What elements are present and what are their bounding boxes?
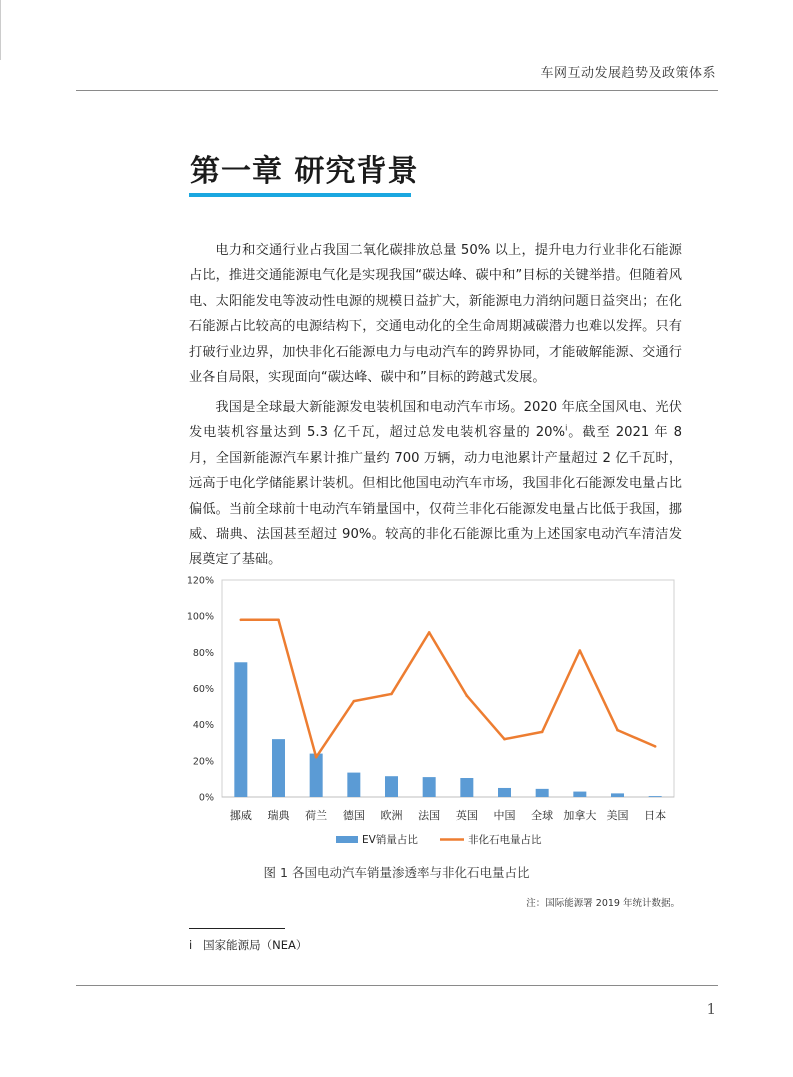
bar: [611, 793, 624, 797]
paragraph-2-text-before: 我国是全球最大新能源发电装机国和电动汽车市场。2020 年底全国风电、光伏发电装机容量达到 5.3 亿千瓦，超过总发电装机容量的 20%: [189, 400, 682, 441]
bar: [573, 792, 586, 797]
x-tick-label: 英国: [455, 809, 478, 822]
footnote-mark: i: [189, 938, 193, 952]
footnote-reference[interactable]: i: [565, 424, 568, 434]
chart-bars: [234, 662, 661, 797]
x-tick-label: 日本: [644, 809, 667, 822]
line-point: [315, 756, 318, 759]
line-point: [541, 731, 544, 734]
paragraph-2-text: [189, 395, 682, 573]
line-point: [503, 738, 506, 741]
bar: [536, 789, 549, 797]
paragraph-1: [189, 238, 682, 390]
footnote: [189, 937, 307, 953]
paragraph-2: [189, 395, 682, 573]
x-tick-label: 法国: [418, 809, 441, 822]
line-point: [616, 729, 619, 732]
y-tick-label: 20%: [192, 756, 214, 768]
footnote-text: 国家能源局（NEA）: [203, 938, 308, 952]
line-point: [579, 649, 582, 652]
y-tick-label: 60%: [192, 684, 214, 695]
x-tick-label: 加拿大: [563, 809, 597, 822]
line-point: [277, 618, 280, 621]
line-point: [240, 618, 243, 621]
bar: [234, 662, 247, 797]
x-tick-label: 美国: [606, 809, 629, 822]
line-point: [428, 631, 431, 634]
line-point: [390, 693, 393, 696]
running-header: 车网互动发展趋势及政策体系: [540, 66, 716, 81]
figure-note: 注：国际能源署 2019 年统计数据。: [526, 898, 680, 909]
x-tick-label: 荷兰: [305, 809, 328, 822]
bar: [649, 796, 662, 797]
line-point: [353, 700, 356, 703]
y-tick-label: 120%: [186, 575, 214, 587]
footnote-rule: [189, 928, 285, 929]
y-tick-label: 100%: [186, 611, 214, 623]
chart-line: [240, 618, 657, 758]
y-tick-label: 0%: [198, 792, 214, 804]
bar: [423, 777, 436, 797]
left-edge-rule: [0, 0, 1, 60]
y-tick-label: 40%: [192, 720, 214, 732]
legend-label-line: 非化石电量占比: [468, 834, 542, 846]
x-tick-label: 德国: [342, 809, 365, 822]
chart-grid: [222, 580, 674, 797]
chapter-underline: [189, 193, 411, 197]
x-tick-label: 中国: [493, 809, 516, 822]
page-number: 1: [706, 1000, 716, 1018]
figure-caption: 图 1 各国电动汽车销量渗透率与非化石电量占比: [263, 865, 530, 880]
y-tick-label: 80%: [192, 647, 214, 659]
bar: [272, 739, 285, 797]
footer-rule: [76, 985, 718, 986]
x-tick-label: 瑞典: [267, 809, 290, 822]
x-tick-label: 挪威: [229, 809, 252, 822]
bar: [310, 754, 323, 797]
paragraph-2-text-after: 。截至 2021 年 8 月，全国新能源汽车累计推广量约 700 万辆，动力电池累计产量超过 2 亿千瓦时，远高于电化学储能累计装机。但相比他国电动汽车市场，我国非化石能源发电量占比偏低。当前全球前十电动汽车销量国中，仅荷兰非化石能源发电量占比低于我国，挪威、瑞典、法国甚至超过 90%。较高的非化石能源比重为上述国家电动汽车清洁发展奠定了基础。: [189, 425, 682, 568]
bar: [460, 778, 473, 797]
x-tick-label: 欧洲: [380, 809, 403, 822]
legend-swatch-bar: [336, 836, 358, 843]
chart-legend: [336, 833, 542, 846]
x-tick-label: 全球: [531, 809, 554, 822]
bar: [347, 773, 360, 797]
bar: [385, 776, 398, 797]
line-point: [466, 694, 469, 697]
ev-share-chart: [184, 570, 704, 855]
chapter-title: 第一章 研究背景: [190, 154, 419, 189]
paragraph-1-text: 电力和交通行业占我国二氧化碳排放总量 50% 以上，提升电力行业非化石能源占比，推进交通能源电气化是实现我国“碳达峰、碳中和”目标的关键举措。但随着风电、太阳能发电等波动性电源的规模日益扩大，新能源电力消纳问题日益突出；在化石能源占比较高的电源结构下，交通电动化的全生命周期减碳潜力也难以发挥。只有打破行业边界，加快非化石能源电力与电动汽车的跨界协同，才能破解能源、交通行业各自局限，实现面向“碳达峰、碳中和”目标的跨越式发展。: [189, 243, 682, 386]
legend-label-bar: EV销量占比: [362, 834, 418, 846]
line-point: [654, 745, 657, 748]
bar: [498, 788, 511, 797]
plot-area-frame: [222, 580, 674, 797]
series-line: [241, 620, 655, 757]
header-rule: [76, 90, 718, 91]
